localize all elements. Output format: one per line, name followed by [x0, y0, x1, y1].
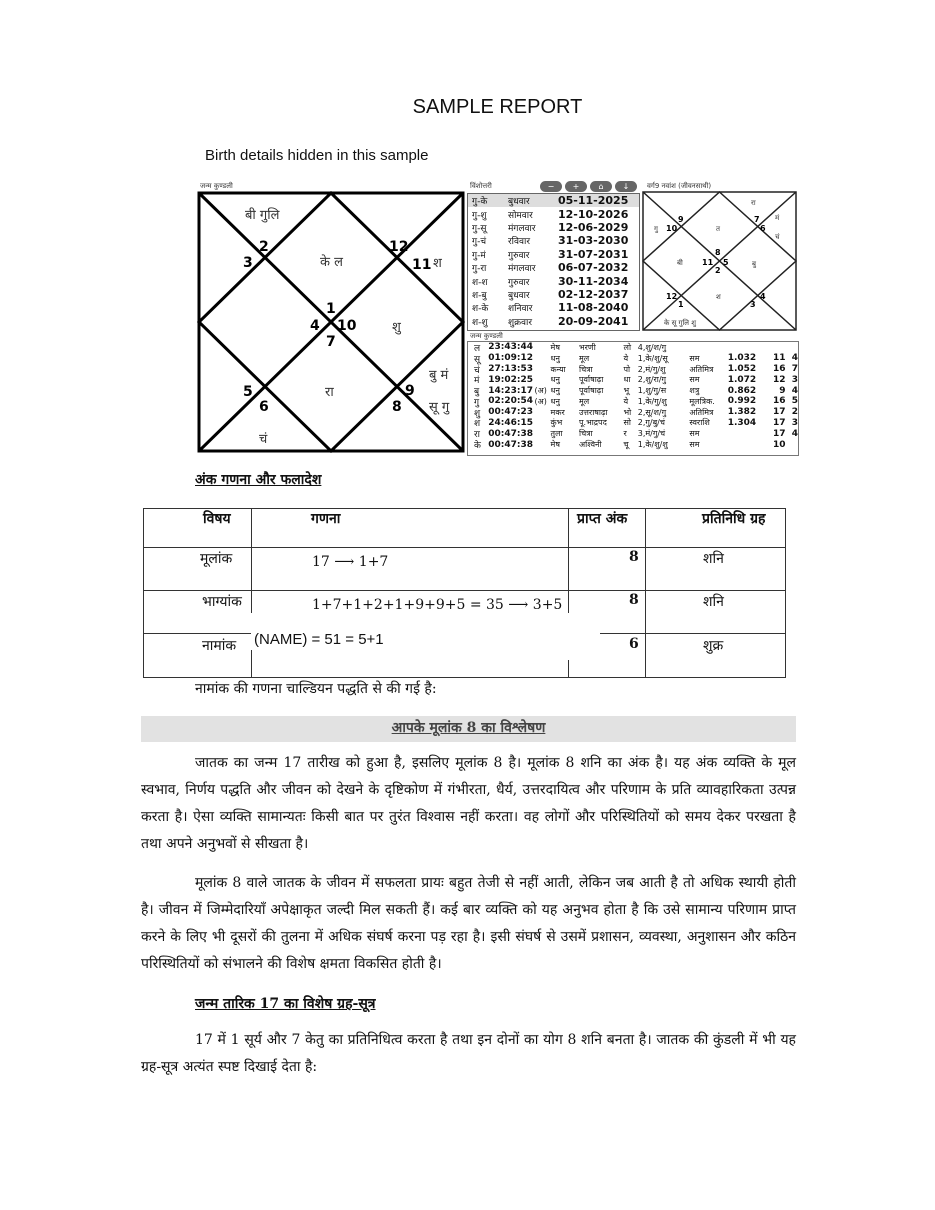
- planet-cell-nak: उत्तराषाढ़ा: [579, 407, 608, 417]
- planet-cell-deg: 19:02:25: [488, 374, 534, 385]
- planet-cell-info: 2,सू/श/गु: [637, 407, 667, 417]
- nav-ta: त: [716, 225, 720, 233]
- planet-cell-v2: 2: [749, 363, 757, 374]
- planet-table-label: जन्म कुण्डली: [470, 332, 503, 340]
- dasha-day: मंगलवार: [508, 223, 536, 234]
- analysis-paragraph-2: मूलांक 8 वाले जातक के जीवन में सफलता प्रायः बहुत तेजी से नहीं आती, लेकिन जब आती है तो अधिक स्थायी होती है। जीवन में जिम्मेदारियाँ अपेक्षाकृत जल्दी मिल सकती हैं। कई बार व्यक्ति को यह अनुभव होता है कि उसे सामान्य परिणाम प्राप्त करने के लिए भी दूसरों की तुलना में अधिक संघर्ष करना पड़ रहा है। इसी संघर्ष से उसमें प्रशासन, व्यवस्था, अनुशासन और कठिन परिस्थितियों को संभालने की विशेष क्षमता विकसित होती है।: [141, 875, 796, 972]
- planet-cell-p: श: [474, 419, 481, 430]
- numerology-heading: अंक गणना और फलादेश: [195, 472, 322, 488]
- planet-cell-st: शत्रु: [689, 386, 700, 396]
- dasha-row[interactable]: [468, 194, 639, 207]
- planet-cell-p: ल: [474, 343, 481, 354]
- planet-cell-rashi: धनु: [550, 353, 560, 363]
- planet-cell-p: सू: [474, 354, 481, 365]
- dasha-row[interactable]: [468, 261, 639, 274]
- dasha-period: श-शु: [472, 317, 488, 328]
- dasha-day: शुक्रवार: [508, 317, 533, 328]
- planet-cell-nak: अश्विनी: [579, 440, 602, 450]
- planet-bottom-left: चं: [259, 432, 268, 447]
- planet-h11: श: [433, 256, 442, 271]
- planet-bottom: रा: [325, 385, 334, 400]
- nav-7: 7: [754, 215, 760, 224]
- down-button[interactable]: ↓: [615, 181, 637, 192]
- planet-cell-nak: भरणी: [579, 342, 596, 352]
- planet-cell-deg: 01:09:12: [488, 353, 534, 364]
- nav-11: 11: [702, 258, 714, 267]
- dasha-row[interactable]: [468, 207, 639, 220]
- dasha-date: 06-07-2032: [558, 261, 629, 275]
- dasha-day: गुरुवार: [508, 250, 530, 261]
- row-bhagyank-planet: शनि: [703, 594, 724, 610]
- planet-cell-rashi: कन्या: [550, 364, 566, 374]
- navamsha-chart: [642, 191, 797, 331]
- planet-row: [468, 418, 798, 429]
- dasha-day: बुधवार: [508, 290, 530, 301]
- planet-cell-x: भो: [623, 407, 632, 417]
- planet-right: शु: [392, 320, 401, 335]
- dasha-date: 30-11-2034: [558, 274, 629, 288]
- house-2: 2: [259, 239, 269, 255]
- planet-table: [467, 341, 799, 456]
- planet-cell-info: 1,के/शु/सू: [637, 353, 668, 363]
- planet-cell-st: अतिमित्र: [689, 407, 714, 417]
- nav-12: 12: [666, 292, 678, 301]
- nav-4: 4: [760, 292, 766, 301]
- planet-cell-p: मं: [474, 376, 480, 387]
- row-mulank-planet: शनि: [703, 551, 724, 567]
- nav-3: 3: [750, 300, 756, 309]
- row-namank-number: 6: [629, 636, 639, 652]
- dasha-row[interactable]: [468, 315, 639, 328]
- row-namank-calc: (NAME) = 51 = 5+1: [254, 631, 384, 648]
- planet-cell-st: स्वराशि: [689, 418, 710, 428]
- planet-cell-v3: 11: [772, 353, 786, 364]
- nav-ma: मं: [775, 214, 780, 222]
- nav-1: 1: [678, 300, 684, 309]
- planet-cell-v1: 1.38: [727, 407, 750, 418]
- planet-cell-v1: 1.05: [727, 363, 750, 374]
- row-mulank-calc: 17 ⟶ 1+7: [312, 554, 389, 570]
- planet-cell-rashi: धनु: [550, 375, 560, 385]
- planet-cell-info: 1,के/शु/शु: [637, 440, 668, 450]
- planet-row: [468, 353, 798, 364]
- planet-cell-v3: 10: [772, 439, 786, 450]
- navamsha-label: वर्ग9 नवांश (जीवनसाथी): [647, 182, 712, 190]
- planet-bottom-right-1: बु मं: [429, 368, 449, 383]
- planet-cell-v4: 3: [791, 417, 798, 428]
- minus-button[interactable]: −: [540, 181, 562, 192]
- planet-cell-st: सम: [689, 429, 700, 439]
- planet-cell-p: शु: [474, 408, 481, 419]
- planet-cell-info: 2,मं/गु/शु: [637, 364, 666, 374]
- planet-row: [468, 374, 798, 385]
- planet-cell-v2: 4: [749, 417, 757, 428]
- planet-cell-v1: 0.86: [727, 385, 750, 396]
- planet-cell-v3: 17: [772, 407, 786, 418]
- dasha-date: 31-03-2030: [558, 234, 629, 248]
- house-1: 1: [326, 301, 336, 317]
- planet-cell-nak: मूल: [579, 396, 590, 406]
- planet-cell-p: के: [474, 441, 481, 452]
- planet-cell-v4: 4: [791, 353, 798, 364]
- namank-note: नामांक की गणना चाल्डियन पद्धति से की गई है:: [195, 681, 437, 697]
- dasha-period: गु-रा: [472, 264, 487, 275]
- house-10: 10: [337, 318, 357, 334]
- dasha-period: गु-शु: [472, 210, 487, 221]
- planet-cell-deg: 24:46:15: [488, 417, 534, 428]
- planet-cell-x: सो: [623, 418, 631, 428]
- planet-cell-v3: 17: [772, 428, 786, 439]
- dasha-period: गु-मं: [472, 250, 486, 261]
- house-8: 8: [392, 399, 402, 415]
- planet-row: [468, 396, 798, 407]
- planet-cell-x: र: [623, 429, 627, 439]
- planet-row: [468, 342, 798, 353]
- plus-button[interactable]: +: [565, 181, 587, 192]
- dasha-day: गुरुवार: [508, 277, 530, 288]
- planet-cell-nak: पू.भाद्रपद: [579, 418, 607, 428]
- nav-6: 6: [760, 224, 766, 233]
- planet-row: [468, 439, 798, 450]
- planet-cell-st: सम: [689, 440, 700, 450]
- planet-cell-x: भू: [623, 386, 630, 396]
- planet-row: [468, 364, 798, 375]
- dasha-period: श-श: [472, 277, 488, 288]
- planet-cell-deg: 00:47:23: [488, 407, 534, 418]
- col-header-subject: विषय: [203, 511, 231, 527]
- dasha-row[interactable]: [468, 288, 639, 301]
- planet-cell-v3: 17: [772, 417, 786, 428]
- planet-cell-info: 4,शु/श/गु: [637, 342, 667, 352]
- planet-cell-info: 2,गु/बु/चं: [637, 418, 665, 428]
- nav-8: 8: [715, 248, 721, 257]
- dasha-table: [467, 193, 640, 331]
- nav-bu: बु: [752, 260, 756, 268]
- planet-top-left: बी गुलि: [245, 208, 280, 223]
- planet-cell-info: 1,शु/गु/स: [637, 386, 667, 396]
- planet-cell-deg: 27:13:53: [488, 363, 534, 374]
- planet-cell-v4: 3: [791, 374, 798, 385]
- planet-cell-x: ये: [623, 396, 629, 406]
- dasha-date: 02-12-2037: [558, 287, 629, 301]
- planet-cell-v1: 1.07: [727, 374, 750, 385]
- planet-cell-rashi: मेष: [550, 440, 560, 450]
- planet-cell-st: अतिमित्र: [689, 364, 714, 374]
- col-header-number: प्राप्त अंक: [577, 511, 628, 527]
- house-6: 6: [259, 399, 269, 415]
- planet-cell-nak: पूर्वाषाढ़ा: [579, 386, 604, 396]
- dasha-row[interactable]: [468, 221, 639, 234]
- dasha-date: 11-08-2040: [558, 301, 629, 315]
- planet-cell-r: (अ): [534, 396, 547, 406]
- planet-cell-rashi: कुंभ: [550, 418, 563, 428]
- planet-cell-x: पो: [623, 364, 631, 374]
- dasha-period: श-के: [472, 304, 489, 315]
- planet-row: [468, 407, 798, 418]
- planet-cell-v3: 16: [772, 363, 786, 374]
- planet-bottom-right-2: सू गु: [429, 400, 450, 415]
- dasha-date: 05-11-2025: [558, 194, 629, 208]
- birth-details-note: Birth details hidden in this sample: [205, 147, 429, 164]
- planet-formula-paragraph: 17 में 1 सूर्य और 7 केतु का प्रतिनिधित्व करता है तथा इन दोनों का योग 8 शनि बनता है। जातक की कुंडली में भी यह ग्रह-सूत्र अत्यंत स्पष्ट दिखाई देता है:: [141, 1032, 796, 1075]
- planet-cell-v4: 4: [791, 428, 798, 439]
- dasha-row[interactable]: [468, 274, 639, 287]
- nav-cha: चं: [775, 233, 780, 241]
- dasha-period: गु-चं: [472, 237, 487, 248]
- dasha-day: सोमवार: [508, 210, 533, 221]
- planet-cell-v2: 2: [749, 407, 757, 418]
- row-bhagyank-number: 8: [629, 592, 639, 608]
- row-namank-subject: नामांक: [202, 638, 237, 654]
- lagna-chart: [197, 191, 465, 453]
- dasha-period: गु-के: [472, 197, 488, 208]
- planet-cell-info: 1,के/गु/शु: [637, 396, 667, 406]
- dasha-day: बुधवार: [508, 197, 530, 208]
- row-mulank-number: 8: [629, 549, 639, 565]
- nav-5: 5: [723, 258, 729, 267]
- planet-cell-rashi: तुला: [550, 429, 563, 439]
- house-5: 5: [243, 384, 253, 400]
- planet-cell-rashi: मेष: [550, 342, 560, 352]
- col-header-planet: प्रतिनिधि ग्रह: [702, 511, 766, 527]
- analysis-heading: आपके मूलांक 8 का विश्लेषण: [391, 720, 546, 736]
- planet-cell-st: मूलत्रिक.: [689, 396, 715, 406]
- dasha-date: 20-09-2041: [558, 314, 629, 328]
- nav-10: 10: [666, 224, 678, 233]
- planet-cell-p: रा: [474, 430, 481, 441]
- planet-cell-p: चं: [474, 365, 480, 376]
- house-3: 3: [243, 255, 253, 271]
- row-namank-planet: शुक्र: [703, 638, 724, 654]
- planet-cell-nak: पूर्वाषाढ़ा: [579, 375, 604, 385]
- house-12: 12: [389, 239, 409, 255]
- planet-row: [468, 385, 798, 396]
- planet-cell-v2: 2: [749, 374, 757, 385]
- planet-cell-v3: 12: [772, 374, 786, 385]
- planet-cell-rashi: धनु: [550, 386, 560, 396]
- planet-cell-nak: मूल: [579, 353, 590, 363]
- planet-cell-rashi: धनु: [550, 396, 560, 406]
- planet-cell-st: सम: [689, 353, 700, 363]
- dasha-period: गु-सू: [472, 223, 487, 234]
- nav-sha: श: [716, 293, 721, 301]
- planet-cell-v4: 4: [791, 385, 798, 396]
- planet-cell-p: गु: [474, 397, 480, 408]
- nav-gu: गु: [654, 225, 658, 233]
- dasha-date: 12-06-2029: [558, 220, 629, 234]
- house-4: 4: [310, 318, 320, 334]
- planet-cell-v1: 1.03: [727, 353, 750, 364]
- dasha-row[interactable]: [468, 248, 639, 261]
- planet-cell-deg: 02:20:54: [488, 396, 534, 407]
- home-button[interactable]: ⌂: [590, 181, 612, 192]
- planet-cell-v4: 2: [791, 407, 798, 418]
- planet-cell-x: चू: [623, 440, 629, 450]
- dasha-day: रविवार: [508, 237, 531, 248]
- row-bhagyank-calc: 1+7+1+2+1+9+9+5 = 35 ⟶ 3+5: [312, 597, 563, 613]
- nav-bi: बी: [677, 259, 683, 267]
- planet-top: के ल: [320, 255, 343, 270]
- planet-cell-info: 3,मं/गु/चं: [637, 429, 666, 439]
- planet-cell-v4: 5: [791, 396, 798, 407]
- planet-cell-deg: 23:43:44: [488, 342, 534, 353]
- planet-cell-deg: 14:23:17: [488, 385, 534, 396]
- planet-cell-nak: चित्रा: [579, 429, 593, 439]
- planet-cell-v2: 2: [749, 396, 757, 407]
- planet-cell-x: ये: [623, 353, 629, 363]
- dasha-day: मंगलवार: [508, 264, 536, 275]
- planet-cell-nak: चित्रा: [579, 364, 593, 374]
- page-title: SAMPLE REPORT: [412, 96, 583, 118]
- planet-cell-v2: 2: [749, 353, 757, 364]
- dasha-date: 31-07-2031: [558, 247, 629, 261]
- dasha-row[interactable]: [468, 234, 639, 247]
- planet-cell-r: (अ): [534, 386, 547, 396]
- nav-ra: रा: [751, 199, 756, 207]
- planet-cell-info: 2,शु/रा/गु: [637, 375, 667, 385]
- planet-cell-v3: 16: [772, 396, 786, 407]
- planet-cell-p: बु: [474, 387, 480, 398]
- analysis-paragraph-1: जातक का जन्म 17 तारीख को हुआ है, इसलिए मूलांक 8 है। मूलांक 8 शनि का अंक है। यह अंक व्यक्ति के मूल स्वभाव, निर्णय पद्धति और जीवन को देखने के दृष्टिकोण में गंभीरता, धैर्य, उत्तरदायित्व और परिणाम के प्रति व्यावहारिकता उत्पन्न करता है। ऐसा व्यक्ति सामान्यतः किसी बात पर तुरंत विश्वास नहीं करता। वह लोगों और परिस्थितियों को समय देकर परखता है तथा अपने अनुभवों से सीखता है।: [141, 755, 796, 852]
- planet-cell-v1: 0.99: [727, 396, 750, 407]
- house-11: 11: [412, 257, 432, 273]
- dasha-date: 12-10-2026: [558, 207, 629, 221]
- planet-cell-v4: 7: [791, 363, 798, 374]
- kundli-label: जन्म कुण्डली: [200, 182, 233, 190]
- planet-cell-rashi: मकर: [550, 407, 565, 417]
- row-mulank-subject: मूलांक: [200, 551, 233, 567]
- planet-row: [468, 428, 798, 439]
- planet-formula-heading: जन्म तारिक 17 का विशेष ग्रह-सूत्र: [195, 996, 376, 1012]
- planet-cell-x: धा: [623, 375, 631, 385]
- house-9: 9: [405, 383, 415, 399]
- planet-cell-v2: 2: [749, 385, 757, 396]
- row-bhagyank-subject: भाग्यांक: [202, 594, 242, 610]
- planet-cell-v1: 1.30: [727, 417, 750, 428]
- planet-cell-st: सम: [689, 375, 700, 385]
- planet-cell-deg: 00:47:38: [488, 439, 534, 450]
- nav-9: 9: [678, 215, 684, 224]
- dasha-label: विंशोत्तरी: [470, 182, 492, 190]
- nav-ke: के सू गुलि शु: [664, 319, 697, 327]
- dasha-day: शनिवार: [508, 304, 533, 315]
- planet-cell-deg: 00:47:38: [488, 428, 534, 439]
- nav-2: 2: [715, 266, 721, 275]
- dasha-period: श-बु: [472, 290, 487, 301]
- house-7: 7: [326, 334, 336, 350]
- planet-cell-x: लो: [623, 342, 632, 352]
- planet-cell-v3: 9: [779, 385, 786, 396]
- col-header-calc: गणना: [311, 511, 341, 527]
- dasha-row[interactable]: [468, 301, 639, 314]
